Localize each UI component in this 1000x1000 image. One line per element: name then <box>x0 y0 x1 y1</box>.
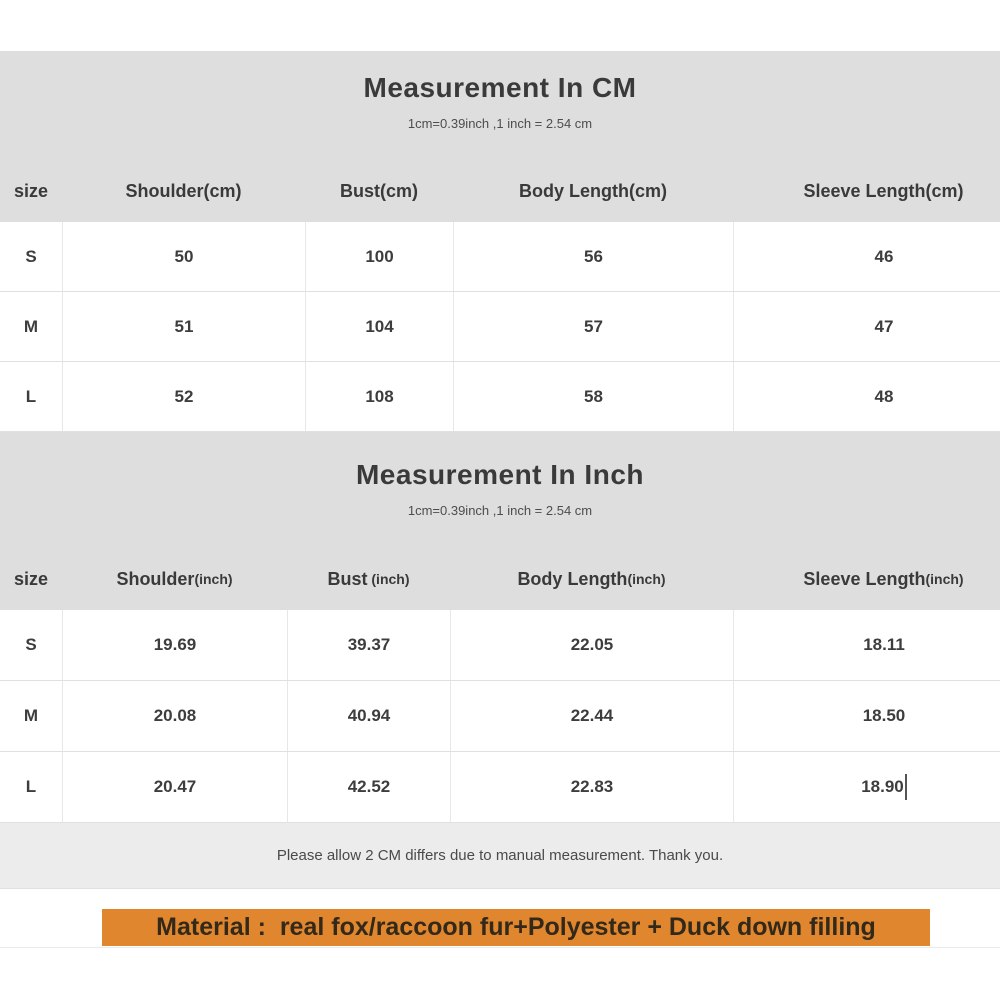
column-header <box>733 569 1000 590</box>
cm-title: Measurement In CM <box>363 72 637 103</box>
value-cell <box>733 752 1000 822</box>
value-cell <box>450 752 733 822</box>
value-cell: 47 <box>733 292 1000 361</box>
column-header <box>0 181 62 202</box>
value-cell: 39.37 <box>287 610 450 680</box>
column-header-unit: (cm) <box>925 180 964 201</box>
value-cell: 100 <box>305 222 453 291</box>
column-header <box>305 181 453 202</box>
cm-table-body <box>0 222 1000 432</box>
value-cell: 40.94 <box>287 681 450 751</box>
text-cursor <box>905 774 907 800</box>
column-header-label: Body Length <box>517 568 628 589</box>
value-cell: 18.50 <box>733 681 1000 751</box>
column-header-unit: (cm) <box>379 180 418 201</box>
column-header-label: Bust <box>339 180 380 201</box>
value-cell: 104 <box>305 292 453 361</box>
table-row <box>0 610 1000 681</box>
value-cell: 108 <box>305 362 453 431</box>
value-cell: 42.52 <box>287 752 450 822</box>
column-header-label: Shoulder <box>116 568 195 589</box>
value-text: 22.83 <box>570 777 614 796</box>
column-header <box>62 569 287 590</box>
value-cell: 57 <box>453 292 733 361</box>
table-row <box>0 222 1000 292</box>
divider-line <box>0 947 1000 948</box>
inch-table-body <box>0 610 1000 823</box>
value-text: 18.90 <box>861 777 904 796</box>
cm-section-header <box>0 51 1000 222</box>
cm-conversion-note: 1cm=0.39inch ,1 inch = 2.54 cm <box>407 116 593 131</box>
size-cell: L <box>25 777 37 796</box>
value-cell: 22.05 <box>450 610 733 680</box>
column-header-label: Sleeve Length <box>803 568 926 589</box>
table-row <box>0 292 1000 362</box>
column-header <box>0 569 62 590</box>
column-header <box>62 181 305 202</box>
inch-conversion-note: 1cm=0.39inch ,1 inch = 2.54 cm <box>407 503 593 518</box>
column-header <box>287 569 450 590</box>
column-header-label: size <box>13 180 49 201</box>
size-cell: S <box>25 246 37 266</box>
table-row <box>0 681 1000 752</box>
size-cell: L <box>25 386 37 406</box>
column-header <box>453 181 733 202</box>
measurement-tolerance-note: Please allow 2 CM differs due to manual measurement. Thank you. <box>0 823 1000 889</box>
column-header-unit: (inch) <box>194 571 233 587</box>
column-header-label: Sleeve Length <box>803 180 926 201</box>
column-header-unit: (cm) <box>203 180 242 201</box>
value-cell: 52 <box>62 362 305 431</box>
value-cell: 22.44 <box>450 681 733 751</box>
value-cell: 18.11 <box>733 610 1000 680</box>
column-header-unit: (inch) <box>925 571 964 587</box>
value-cell: 56 <box>453 222 733 291</box>
cm-table-header-row <box>0 160 1000 222</box>
value-cell: 50 <box>62 222 305 291</box>
value-cell: 58 <box>453 362 733 431</box>
column-header-label: Body Length <box>518 180 629 201</box>
value-cell: 46 <box>733 222 1000 291</box>
table-row <box>0 362 1000 432</box>
column-header-label: Bust <box>327 568 368 589</box>
table-row <box>0 752 1000 823</box>
material-banner: Material : real fox/raccoon fur+Polyester + Duck down filling <box>102 909 930 946</box>
column-header-unit: (inch) <box>627 571 666 587</box>
column-header-label: Shoulder <box>125 180 204 201</box>
column-header-unit: (cm) <box>628 180 667 201</box>
size-cell: S <box>25 635 37 654</box>
column-header-unit: (inch) <box>367 571 410 587</box>
value-cell: 48 <box>733 362 1000 431</box>
size-cell: M <box>23 316 39 336</box>
value-cell: 19.69 <box>62 610 287 680</box>
column-header <box>733 181 1000 202</box>
column-header-label: size <box>13 568 49 589</box>
value-cell: 20.47 <box>62 752 287 822</box>
value-cell: 51 <box>62 292 305 361</box>
size-cell: M <box>23 706 39 725</box>
inch-table-header-row <box>0 548 1000 610</box>
value-cell: 20.08 <box>62 681 287 751</box>
inch-title: Measurement In Inch <box>355 459 644 490</box>
column-header <box>450 569 733 590</box>
inch-section-header <box>0 432 1000 610</box>
